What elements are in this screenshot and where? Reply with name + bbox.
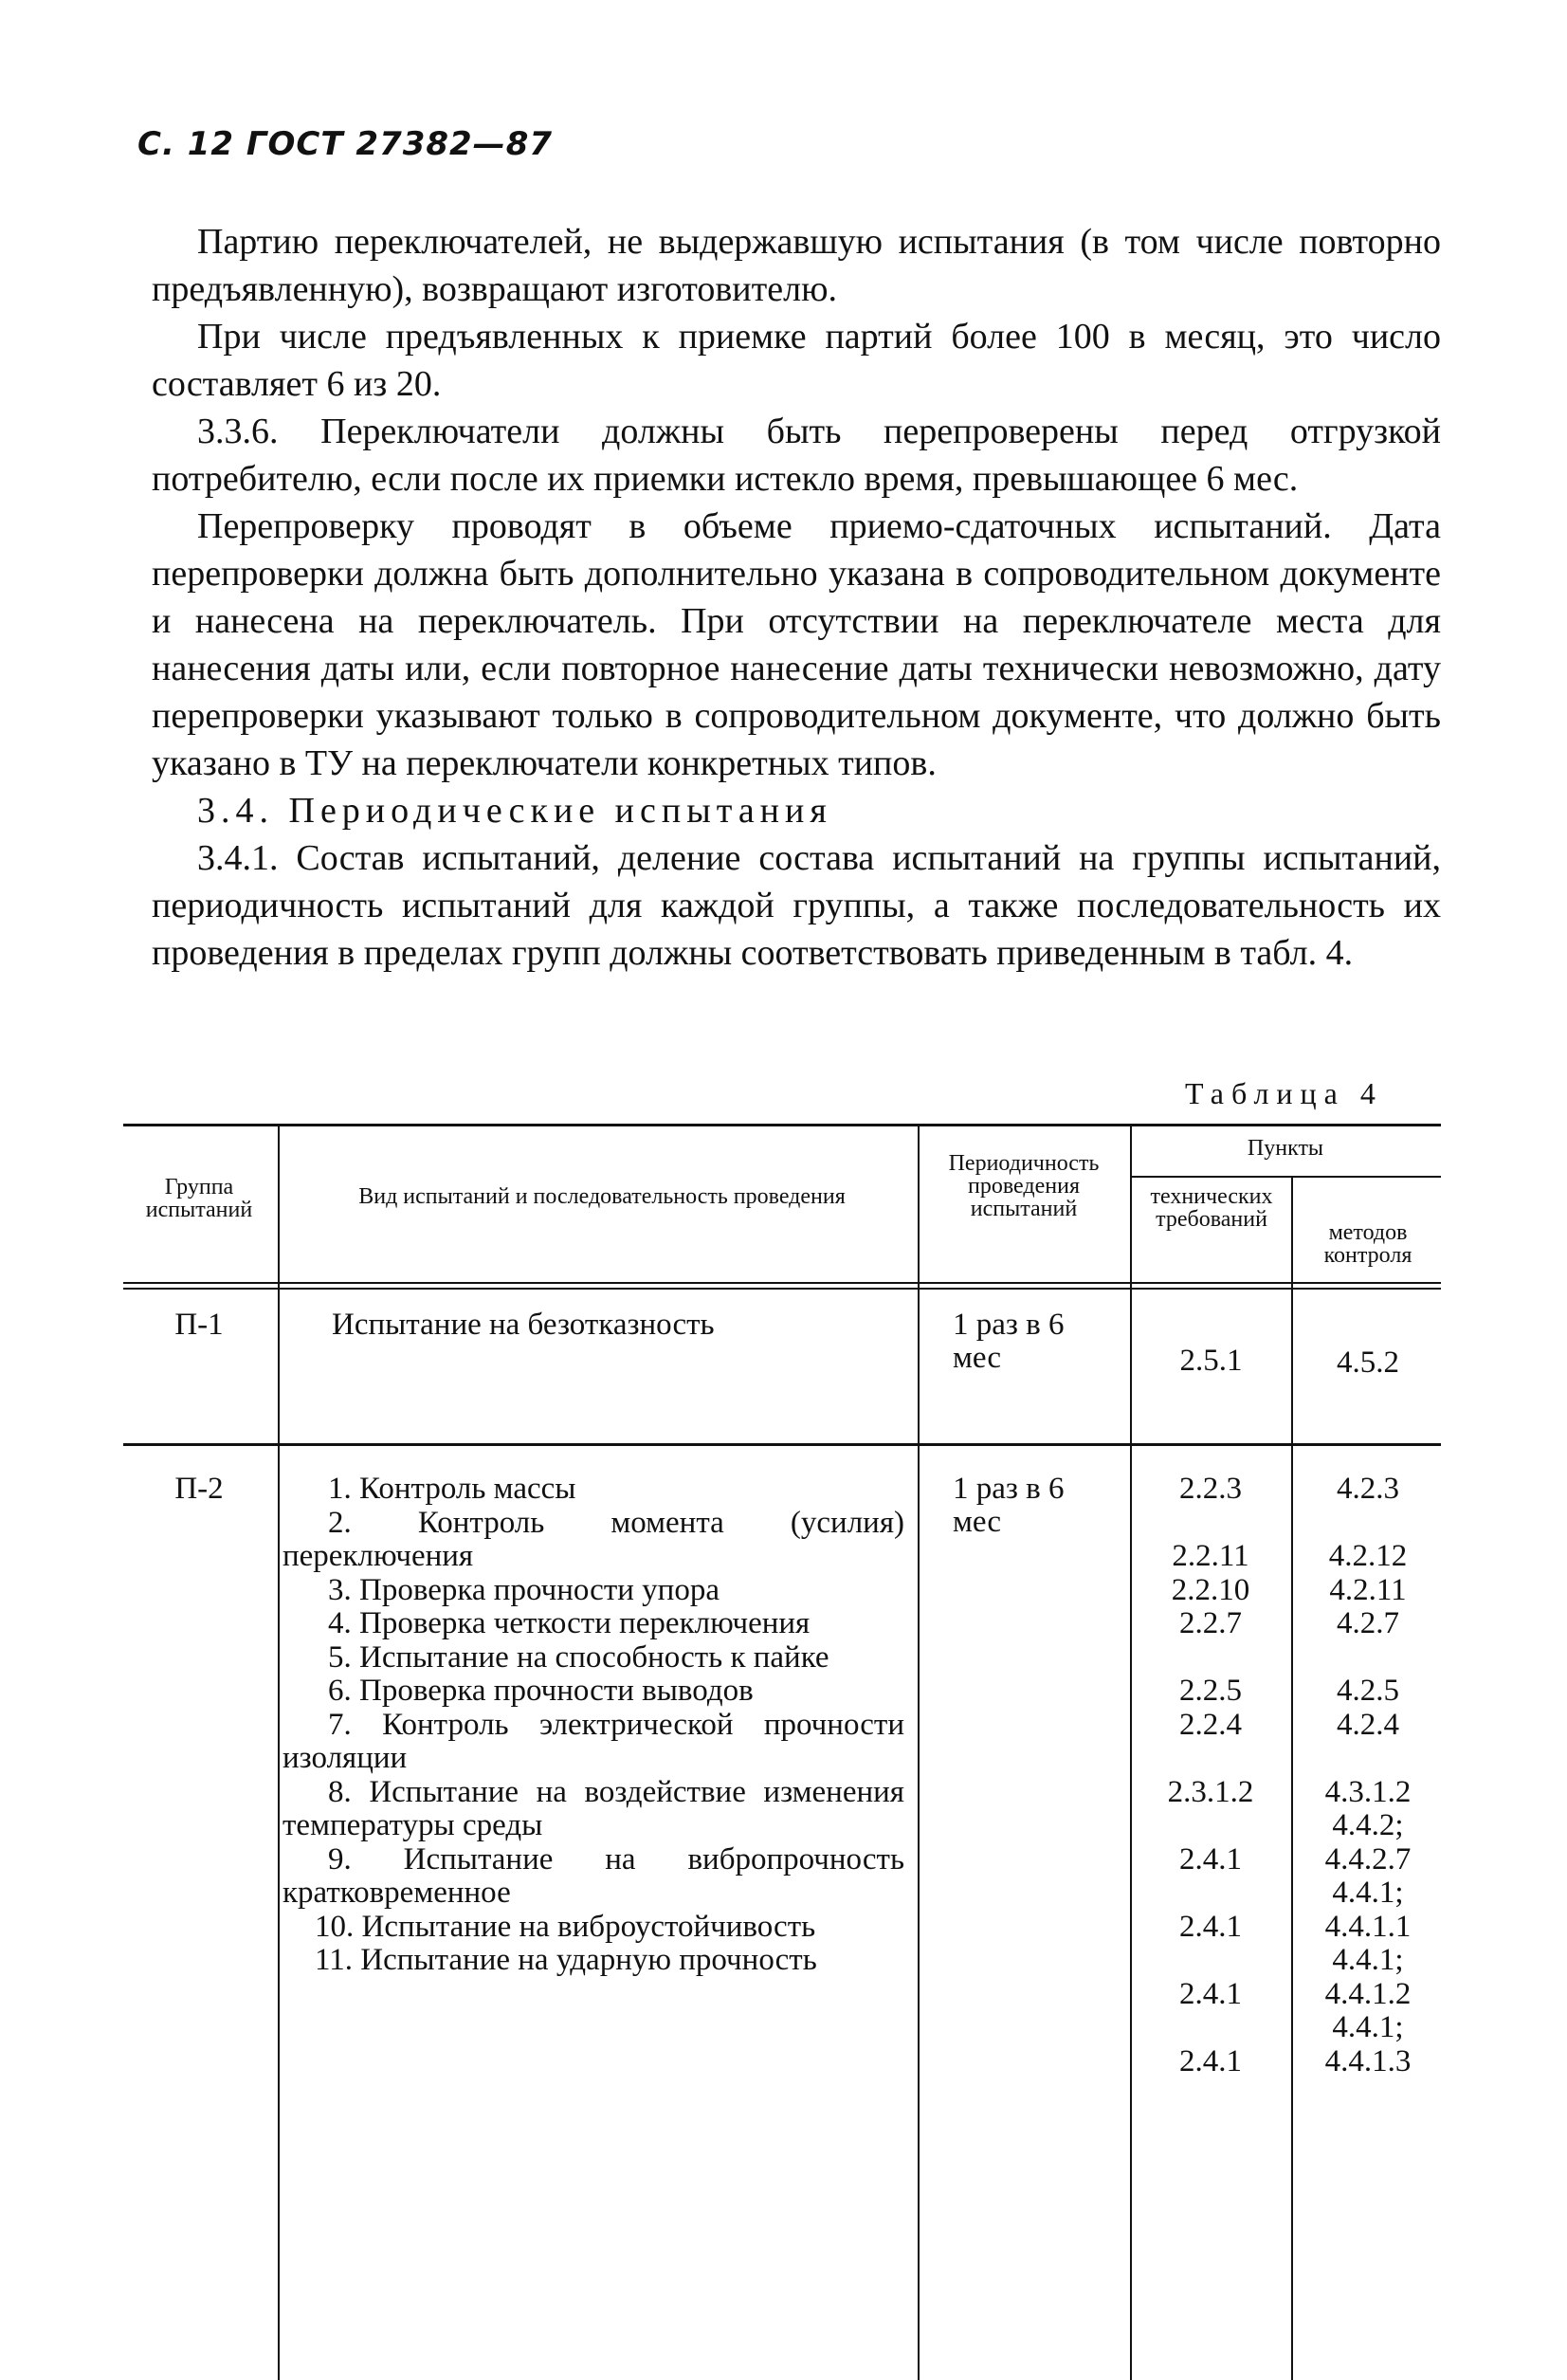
tech-ref: [1134, 2011, 1287, 2045]
method-ref: 4.4.1.2: [1324, 1976, 1412, 2011]
tech-ref: 2.2.5: [1179, 1674, 1242, 1708]
tech-column: [1134, 1473, 1287, 2078]
row-separator: [123, 1443, 1441, 1446]
test-item: 10. Испытание на виброустойчивость: [315, 1909, 816, 1944]
row-tech: 2.5.1: [1179, 1344, 1243, 1378]
methods-column: [1295, 1473, 1441, 2078]
test-item: 9. Испытание на вибропрочность кратковременное: [282, 1841, 904, 1910]
test-item: 1. Контроль массы: [328, 1472, 576, 1506]
tech-ref: [1134, 1507, 1287, 1541]
method-ref: [1295, 1641, 1441, 1675]
col-divider: [918, 1126, 920, 2380]
method-ref: 4.2.11: [1329, 1572, 1407, 1607]
tech-ref: 2.2.11: [1172, 1539, 1249, 1573]
method-ref: 4.4.1.3: [1324, 2043, 1412, 2078]
test-item: 5. Испытание на способность к пайке: [328, 1639, 829, 1675]
method-ref: [1295, 1507, 1441, 1541]
row-test: Испытание на безотказность: [332, 1308, 715, 1342]
test-item: 6. Проверка прочности выводов: [328, 1674, 754, 1708]
table-caption: Таблица 4: [1185, 1076, 1383, 1110]
method-ref: 4.4.2.7: [1324, 1841, 1412, 1877]
paragraph: 3.3.6. Переключатели должны быть перепроверены перед отгрузкой потребителю, если после их приемки истекло время, превышающее 6 мес.: [152, 412, 1441, 499]
header-rule-2: [123, 1288, 1441, 1290]
method-ref: 4.4.1;: [1332, 2010, 1404, 2044]
header-group: Группа испытаний: [145, 1175, 253, 1222]
method-ref: 4.2.5: [1337, 1674, 1399, 1708]
tech-ref: 2.4.1: [1179, 1909, 1242, 1944]
tech-ref: 2.3.1.2: [1167, 1774, 1254, 1809]
tech-ref: 2.4.1: [1179, 1841, 1242, 1877]
method-ref: [1295, 1742, 1441, 1776]
paragraph: Партию переключателей, не выдержавшую испытания (в том числе повторно предъявленную), возвращают изготовителю.: [152, 222, 1441, 309]
col-divider: [278, 1126, 280, 2380]
row-methods: 4.5.2: [1337, 1346, 1399, 1380]
method-ref: 4.2.7: [1337, 1606, 1399, 1640]
header-methods: методов контроля: [1323, 1220, 1412, 1268]
paragraph: Перепроверку проводят в объеме приемо-сдаточных испытаний. Дата перепроверки должна быть дополнительно указана в сопроводительном документе и нанесена на переключатель. При отсутствии на переключателе места для нанесения даты или, если повторное нанесение даты технически невозможно, дату перепроверки указывают только в сопроводительном документе, что должно быть указано в ТУ на переключатели конкретных типов.: [152, 506, 1441, 783]
method-ref: 4.4.1.1: [1324, 1909, 1412, 1944]
method-ref: 4.4.1;: [1332, 1943, 1404, 1977]
method-ref: 4.4.2;: [1332, 1808, 1404, 1842]
col-divider: [1130, 1126, 1132, 2380]
header-points: Пункты: [1247, 1136, 1324, 1161]
paragraph: При числе предъявленных к приемке партий более 100 в месяц, это число составляет 6 из 20.: [152, 317, 1441, 404]
method-ref: 4.2.12: [1328, 1539, 1408, 1573]
section-heading: 3.4. Периодические испытания: [197, 791, 832, 831]
tech-ref: 2.2.10: [1171, 1572, 1250, 1607]
method-ref: 4.2.3: [1337, 1472, 1399, 1506]
tech-ref: [1134, 1944, 1287, 1978]
test-item: 3. Проверка прочности упора: [328, 1572, 720, 1607]
header-periodicity: Периодичность проведения испытаний: [948, 1151, 1100, 1221]
tech-ref: [1134, 1877, 1287, 1911]
test-item: 11. Испытание на ударную прочность: [315, 1943, 817, 1977]
subheader-rule: [1130, 1176, 1441, 1178]
method-ref: 4.3.1.2: [1324, 1774, 1412, 1809]
tech-ref: [1134, 1809, 1287, 1843]
method-ref: 4.4.1;: [1332, 1876, 1404, 1910]
method-ref: 4.2.4: [1337, 1707, 1399, 1742]
table-top-rule: [123, 1124, 1441, 1126]
tech-ref: 2.2.7: [1179, 1606, 1242, 1640]
row-group: П-1: [174, 1308, 224, 1342]
row-group: П-2: [174, 1472, 224, 1506]
header-rule-1: [123, 1282, 1441, 1284]
tech-ref: 2.2.3: [1179, 1472, 1242, 1506]
test-item: 4. Проверка четкости переключения: [328, 1606, 811, 1640]
paragraph: 3.4.1. Состав испытаний, деление состава испытаний на группы испытаний, периодичность испытаний для каждой группы, а также последовательность их проведения в пределах групп должны соответствовать приведенным в табл. 4.: [152, 838, 1441, 973]
tech-ref: 2.4.1: [1179, 1976, 1242, 2011]
tech-ref: [1134, 1742, 1287, 1776]
tech-ref: [1134, 1641, 1287, 1675]
row-periodicity: 1 раз в 6 мес: [953, 1472, 1065, 1539]
tests-list: [282, 1473, 904, 1978]
col-divider: [1291, 1176, 1293, 2380]
test-item: 7. Контроль электрической прочности изоляции: [282, 1707, 904, 1775]
header-tests: Вид испытаний и последовательность проведения: [358, 1184, 846, 1209]
tech-ref: 2.4.1: [1179, 2043, 1242, 2078]
header-tech: технических требований: [1150, 1184, 1273, 1232]
row-periodicity: 1 раз в 6 мес: [953, 1308, 1065, 1375]
page-header: С. 12 ГОСТ 27382—87: [137, 125, 554, 163]
test-item: 8. Испытание на воздействие изменения температуры среды: [282, 1774, 904, 1842]
body-text: [152, 218, 1441, 977]
tech-ref: 2.2.4: [1179, 1707, 1242, 1742]
test-item: 2. Контроль момента (усилия) переключения: [282, 1505, 904, 1573]
